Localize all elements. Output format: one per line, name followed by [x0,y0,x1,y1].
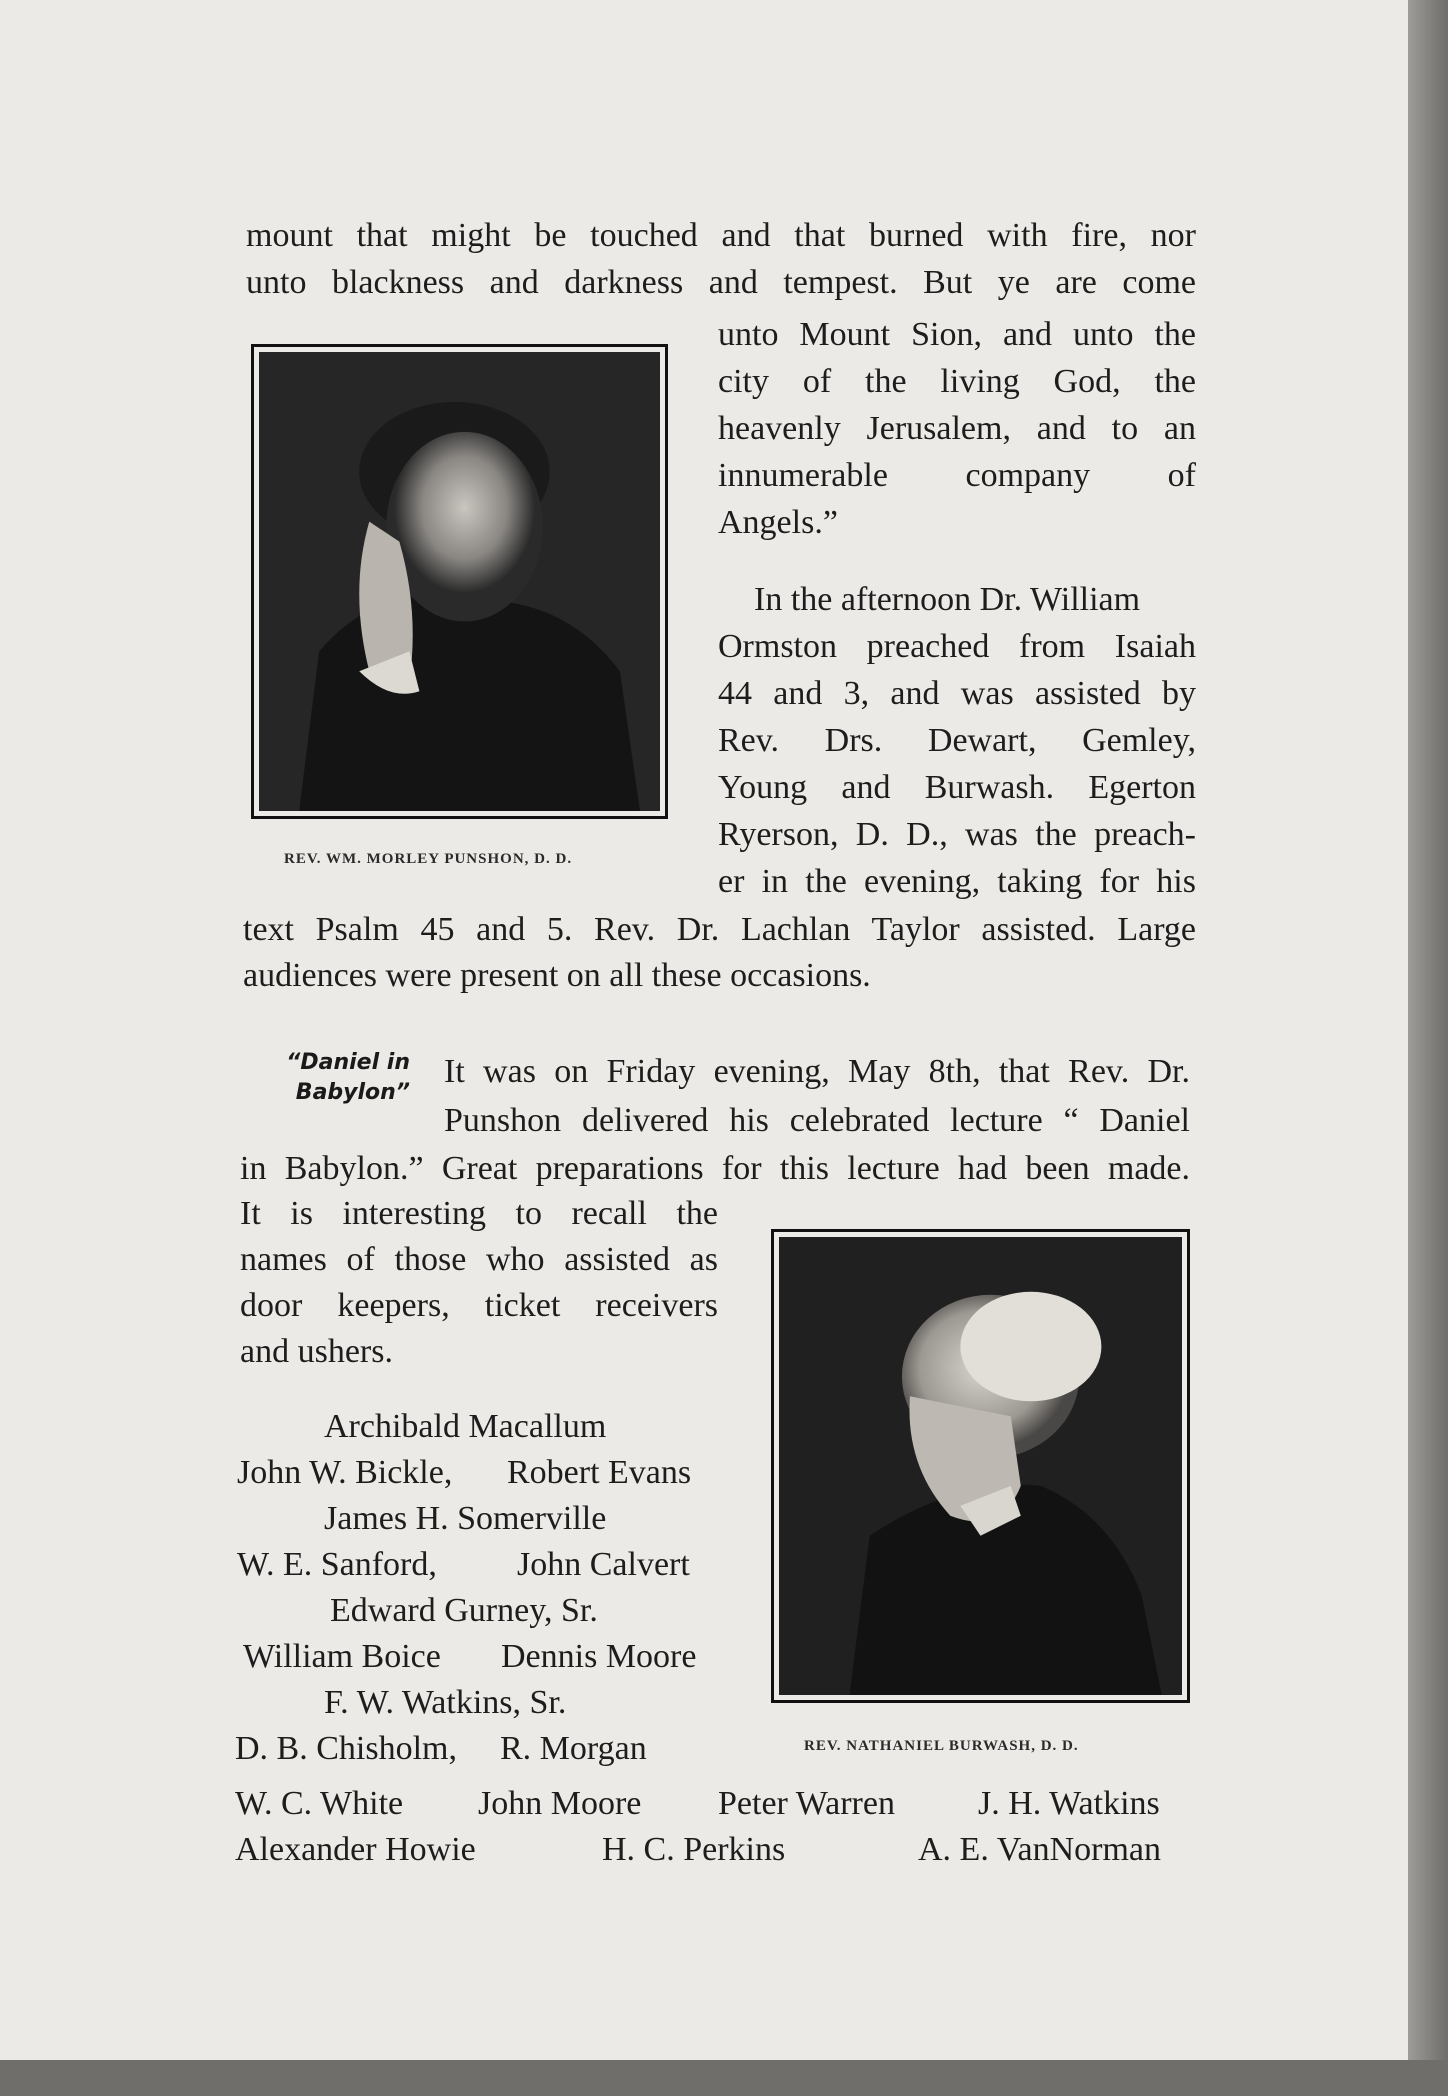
text-line: in Babylon.” Great preparations for this lecture had been made. [240,1150,1190,1187]
name-entry: Archibald Macallum [324,1408,607,1445]
text-line: names of those who assisted as [240,1241,718,1278]
photo-caption-burwash: REV. NATHANIEL BURWASH, D. D. [804,1738,1079,1754]
name-entry: James H. Somerville [324,1500,607,1537]
name-entry: A. E. VanNorman [918,1831,1161,1868]
name-entry: Peter Warren [718,1785,895,1822]
text-line: and ushers. [240,1333,393,1370]
text-line: er in the evening, taking for his [718,863,1196,900]
text-line: Ormston preached from Isaiah [718,628,1196,665]
text-line: door keepers, ticket receivers [240,1287,718,1324]
page-edge-bottom [0,2060,1448,2096]
text-line: Ryerson, D. D., was the preach- [718,816,1196,853]
side-heading-line: Babylon” [295,1080,410,1105]
text-line: audiences were present on all these occasions. [243,957,871,994]
photo-punshon [251,344,668,819]
text-line: heavenly Jerusalem, and to an [718,410,1196,447]
side-heading-line: “Daniel in [286,1050,410,1075]
text-line: unto Mount Sion, and unto the [718,316,1196,353]
text-line: text Psalm 45 and 5. Rev. Dr. Lachlan Taylor assisted. Large [243,911,1196,948]
text-line: city of the living God, the [718,363,1196,400]
text-line: Angels.” [718,504,838,541]
name-entry: John Calvert [517,1546,690,1583]
side-heading [215,1048,410,1108]
name-entry: John W. Bickle, [237,1454,453,1491]
text-line: unto blackness and darkness and tempest. But ye are come [246,264,1196,301]
name-entry: Robert Evans [507,1454,692,1491]
name-entry: W. C. White [235,1785,404,1822]
text-line: Punshon delivered his celebrated lecture “ Daniel [444,1102,1190,1139]
name-entry: Alexander Howie [235,1831,476,1868]
text-line: mount that might be touched and that burned with fire, nor [246,217,1196,254]
page-edge-right [1408,0,1448,2096]
name-entry: H. C. Perkins [602,1831,786,1868]
photo-caption-punshon: REV. WM. MORLEY PUNSHON, D. D. [284,851,573,867]
name-entry: Edward Gurney, Sr. [330,1592,598,1629]
name-entry: Dennis Moore [501,1638,697,1675]
text-line: It was on Friday evening, May 8th, that Rev. Dr. [444,1053,1190,1090]
text-line: Rev. Drs. Dewart, Gemley, [718,722,1196,759]
text-line: innumerable company of [718,457,1196,494]
name-entry: William Boice [243,1638,441,1675]
name-entry: R. Morgan [500,1730,647,1767]
name-entry: F. W. Watkins, Sr. [324,1684,567,1721]
text-line: In the afternoon Dr. William [754,581,1141,618]
name-entry: W. E. Sanford, [237,1546,437,1583]
photo-burwash [771,1229,1190,1703]
name-entry: John Moore [478,1785,642,1822]
text-line: It is interesting to recall the [240,1195,718,1232]
name-entry: J. H. Watkins [978,1785,1160,1822]
text-line: Young and Burwash. Egerton [718,769,1196,806]
name-entry: D. B. Chisholm, [235,1730,457,1767]
text-line: 44 and 3, and was assisted by [718,675,1196,712]
